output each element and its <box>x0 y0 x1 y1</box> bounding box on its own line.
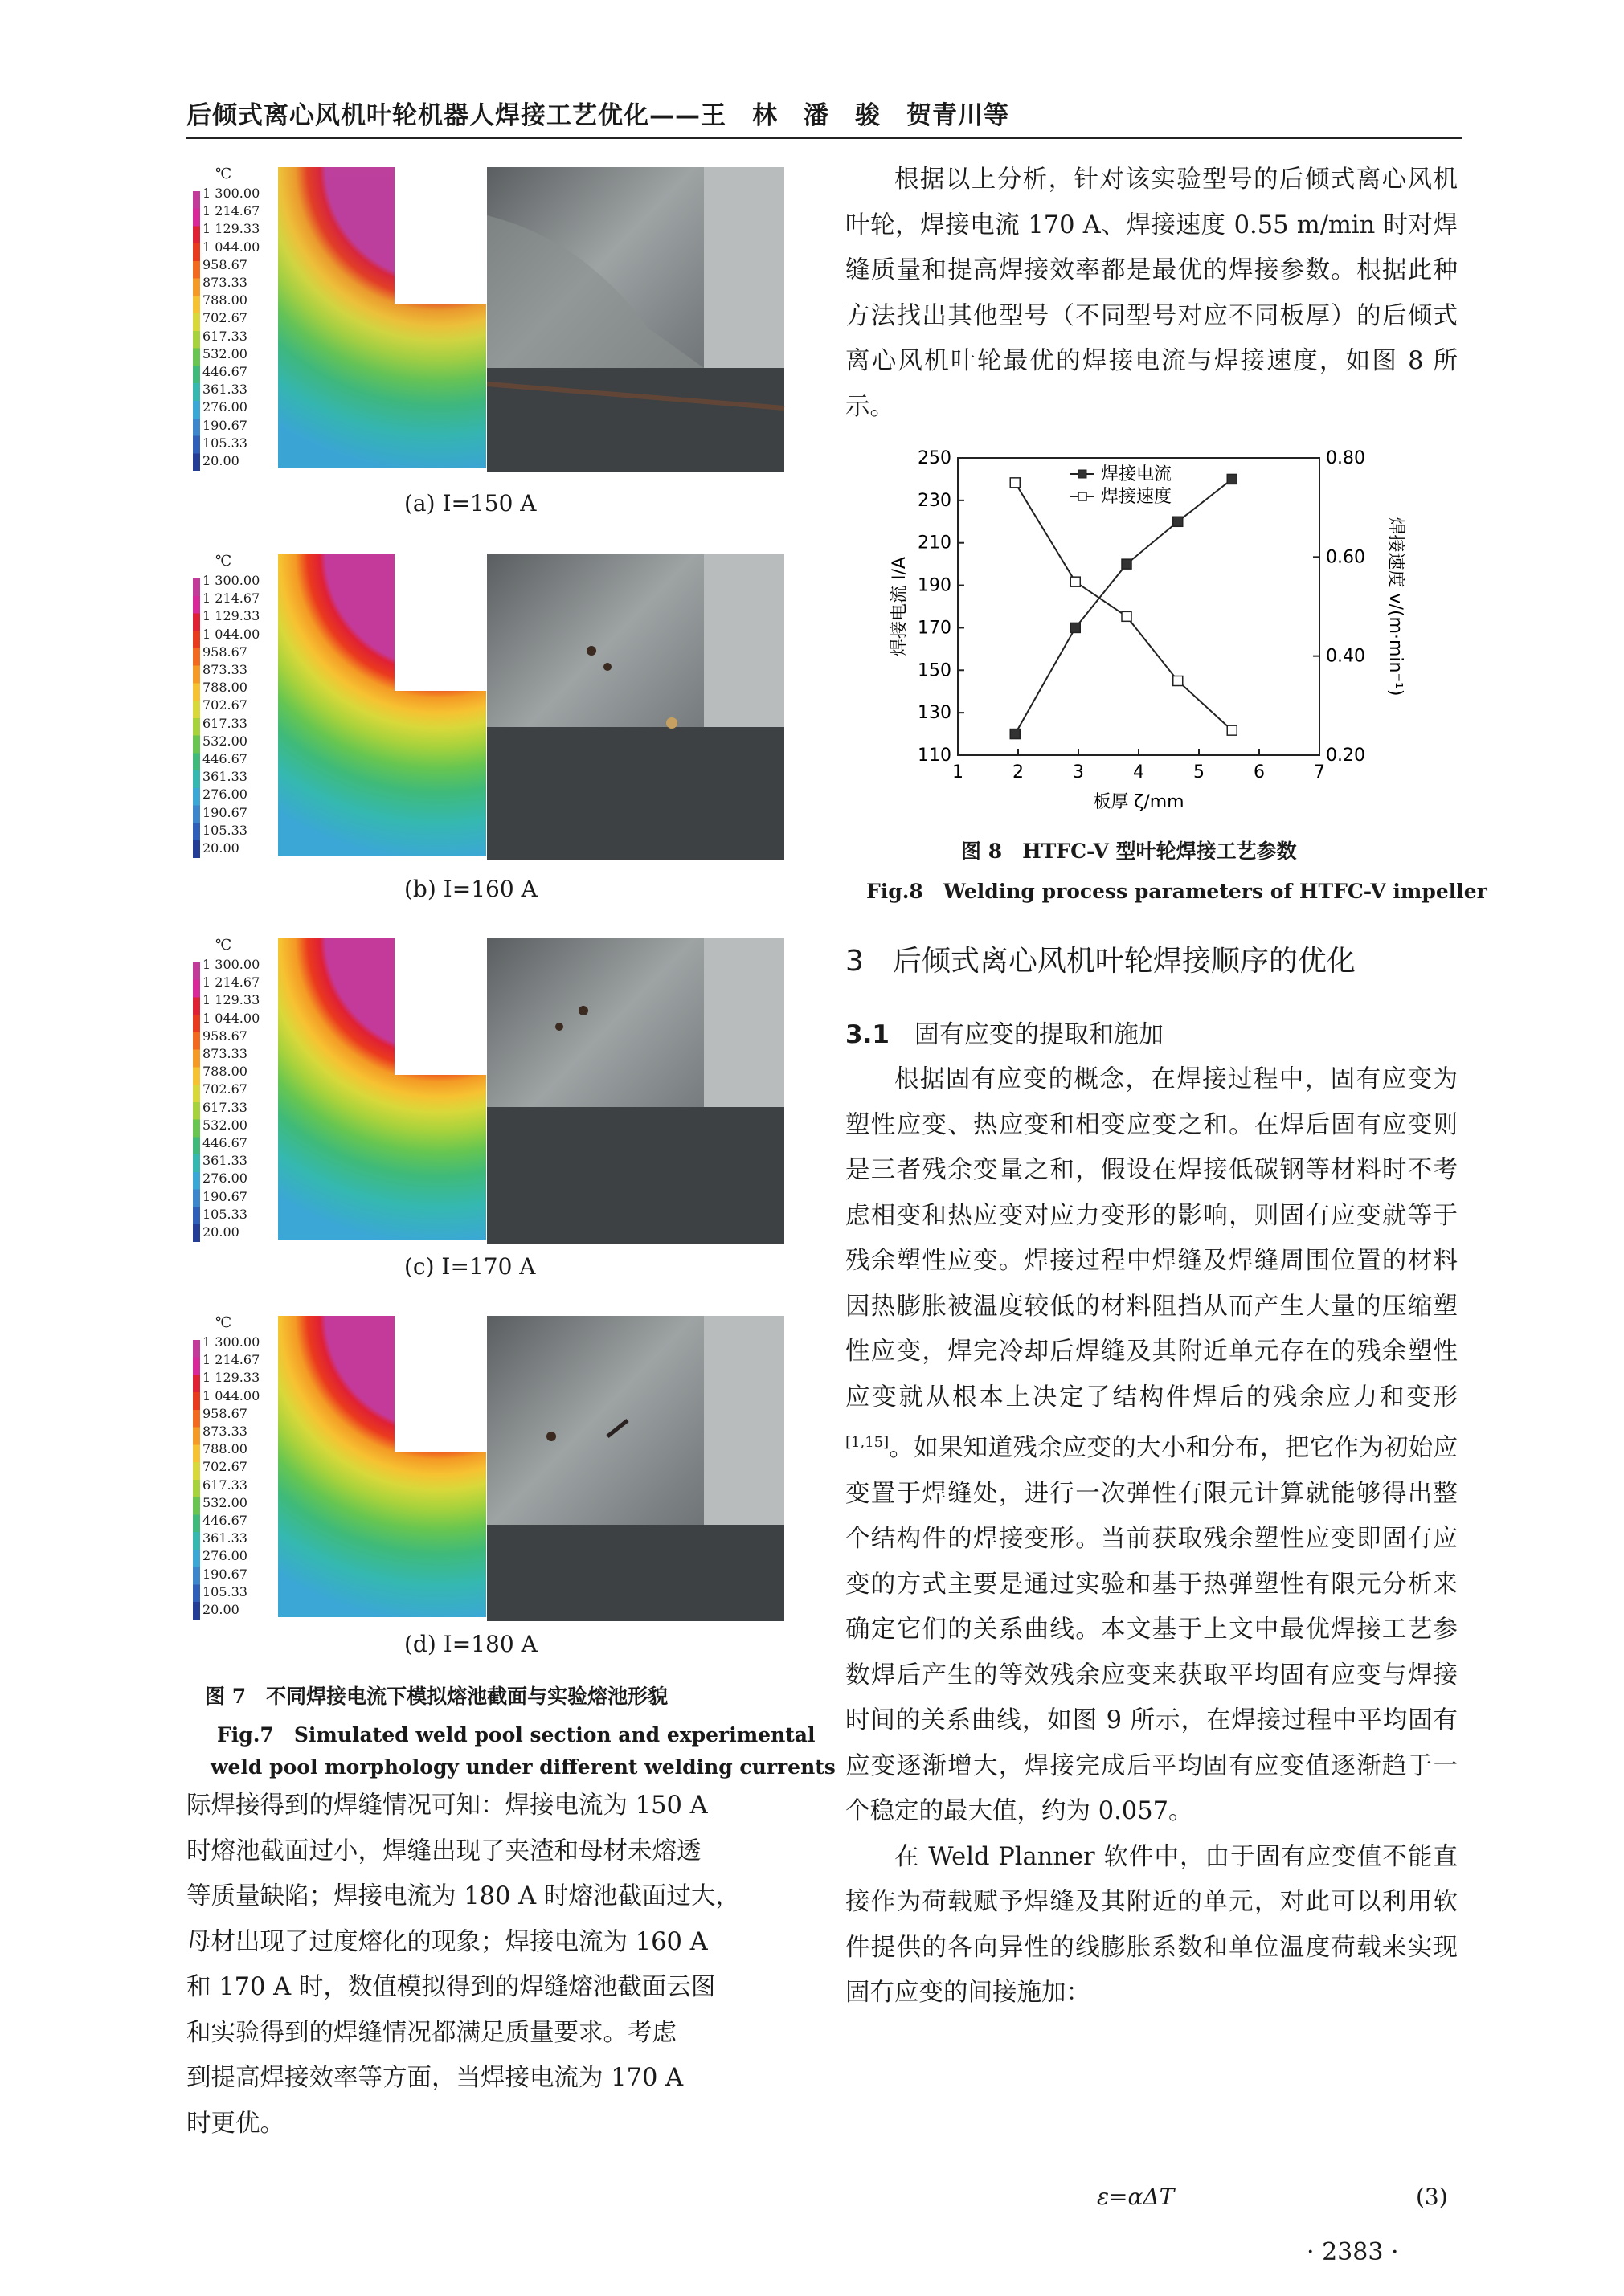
simulated-weld-pool-image <box>278 167 486 468</box>
legend-value: 1 214.67 <box>202 203 260 219</box>
legend-value: 105.33 <box>202 822 247 838</box>
weld-photo <box>487 167 784 472</box>
series-1-point <box>1173 676 1183 686</box>
legend-value: 1 129.33 <box>202 221 260 237</box>
fig7-panel-a <box>191 167 786 480</box>
equation-3: ε=αΔT <box>1097 2184 1175 2210</box>
legend-value: 702.67 <box>202 1081 247 1097</box>
legend-value: 873.33 <box>202 662 247 678</box>
legend-value: 276.00 <box>202 399 247 415</box>
temperature-legend <box>191 554 288 868</box>
y-left-label: 焊接电流 I/A <box>890 557 910 656</box>
legend-value: 20.00 <box>202 1224 239 1240</box>
x-tick-label: 1 <box>952 762 963 782</box>
x-tick-label: 4 <box>1133 762 1144 782</box>
legend-value: 617.33 <box>202 1099 247 1115</box>
legend-value: 190.67 <box>202 804 247 820</box>
legend-unit: ℃ <box>215 553 232 570</box>
legend-value: 873.33 <box>202 1424 247 1440</box>
text-line: 和 170 A 时，数值模拟得到的焊缝熔池截面云图 <box>186 1973 716 2001</box>
x-tick-label: 3 <box>1073 762 1084 782</box>
y-left-tick-label: 230 <box>918 490 951 511</box>
temperature-legend <box>191 167 288 480</box>
y-right-tick-label: 0.80 <box>1326 448 1365 468</box>
legend-value: 873.33 <box>202 275 247 291</box>
series-1-point <box>1227 725 1237 735</box>
x-tick-label: 7 <box>1314 762 1325 782</box>
weld-photo <box>487 1316 784 1621</box>
series-0-point <box>1010 729 1020 739</box>
legend-value: 702.67 <box>202 1459 247 1475</box>
legend-value: 105.33 <box>202 1206 247 1222</box>
series-0-point <box>1122 559 1131 569</box>
legend-label-current: 焊接电流 <box>1101 464 1172 484</box>
legend-colorbar <box>193 191 200 471</box>
legend-value: 20.00 <box>202 453 239 469</box>
legend-value: 1 044.00 <box>202 1010 260 1026</box>
legend-value: 1 129.33 <box>202 1370 260 1386</box>
legend-value: 1 129.33 <box>202 992 260 1008</box>
y-right-tick-label: 0.40 <box>1326 646 1365 667</box>
text-line: 时熔池截面过小，焊缝出现了夹渣和母材未熔透 <box>186 1836 702 1865</box>
temperature-legend <box>191 1316 288 1629</box>
y-left-tick-label: 250 <box>918 448 951 468</box>
legend-value: 1 044.00 <box>202 1387 260 1403</box>
x-tick-label: 6 <box>1254 762 1265 782</box>
simulated-weld-pool-image <box>278 938 486 1240</box>
legend-value: 361.33 <box>202 1153 247 1169</box>
text-line: 时更优。 <box>186 2109 284 2138</box>
text-line: 到提高焊接效率等方面，当焊接电流为 170 A <box>186 2064 684 2092</box>
legend-value: 1 214.67 <box>202 590 260 607</box>
fig7-panel-d <box>191 1316 786 1629</box>
series-1-point <box>1010 478 1020 488</box>
section-3-1-heading <box>845 1014 1164 1050</box>
simulated-weld-pool-image <box>278 1316 486 1617</box>
series-0-point <box>1227 474 1237 484</box>
legend-value: 958.67 <box>202 1027 247 1044</box>
legend-value: 20.00 <box>202 840 239 856</box>
fig7-panel-c <box>191 938 786 1252</box>
legend-value: 1 300.00 <box>202 957 260 972</box>
y-left-tick-label: 150 <box>918 660 951 681</box>
legend-value: 276.00 <box>202 1548 247 1564</box>
section-3-1-number: 3.1 <box>845 1020 890 1049</box>
legend-value: 276.00 <box>202 1170 247 1187</box>
legend-value: 1 300.00 <box>202 1334 260 1350</box>
legend-value: 617.33 <box>202 1477 247 1493</box>
legend-value: 446.67 <box>202 1513 247 1529</box>
series-line-1 <box>1015 483 1232 730</box>
legend-value: 1 214.67 <box>202 974 260 991</box>
x-label: 板厚 ζ/mm <box>1093 792 1184 812</box>
fig7-caption-en-2: weld pool morphology under different welding currents <box>211 1755 836 1779</box>
legend-value: 105.33 <box>202 1583 247 1599</box>
legend-value: 532.00 <box>202 1494 247 1510</box>
x-tick-label: 5 <box>1193 762 1205 782</box>
fig8-caption-en: Fig.8 Welding process parameters of HTFC-V impeller <box>866 880 1487 903</box>
y-left-tick-label: 130 <box>918 703 951 724</box>
equation-number: (3) <box>1416 2184 1448 2210</box>
fig7-panel-b <box>191 554 786 868</box>
series-1-point <box>1122 611 1131 621</box>
chart-legend <box>1070 464 1172 507</box>
simulated-weld-pool-image <box>278 554 486 856</box>
series-line-0 <box>1015 479 1232 733</box>
text-line: 际焊接得到的焊缝情况可知：焊接电流为 150 A <box>186 1791 708 1820</box>
y-left-tick-label: 170 <box>918 618 951 639</box>
y-right-tick-label: 0.60 <box>1326 547 1365 568</box>
legend-value: 702.67 <box>202 310 247 326</box>
legend-values <box>202 1334 260 1619</box>
legend-values <box>202 956 260 1241</box>
legend-value: 532.00 <box>202 1117 247 1133</box>
legend-value: 788.00 <box>202 292 247 308</box>
legend-value: 361.33 <box>202 382 247 398</box>
legend-value: 958.67 <box>202 256 247 272</box>
y-right-label: 焊接速度 v/(m·min⁻¹) <box>1385 517 1405 697</box>
section-3-1-title: 固有应变的提取和施加 <box>914 1020 1164 1049</box>
legend-value: 446.67 <box>202 1135 247 1151</box>
fig7-caption-en-1: Fig.7 Simulated weld pool section and experimental <box>217 1723 816 1747</box>
legend-values <box>202 185 260 470</box>
legend-value: 873.33 <box>202 1046 247 1062</box>
series-0-point <box>1070 623 1080 632</box>
right-intro-paragraph <box>845 157 1458 430</box>
legend-value: 532.00 <box>202 733 247 749</box>
legend-value: 958.67 <box>202 1405 247 1421</box>
legend-colorbar <box>193 1340 200 1620</box>
y-right-tick-label: 0.20 <box>1326 746 1365 766</box>
page-number: · 2383 · <box>1307 2238 1399 2266</box>
legend-value: 1 129.33 <box>202 608 260 624</box>
weld-photo <box>487 938 784 1244</box>
legend-value: 190.67 <box>202 417 247 433</box>
fig7-caption-a: (a) I=150 A <box>404 490 537 517</box>
legend-values <box>202 572 260 857</box>
legend-value: 958.67 <box>202 643 247 660</box>
running-title: 后倾式离心风机叶轮机器人焊接工艺优化——王 林 潘 骏 贺青川等 <box>186 101 1009 130</box>
legend-value: 788.00 <box>202 680 247 696</box>
section-3-1-body <box>845 1057 1458 2016</box>
legend-value: 1 044.00 <box>202 239 260 255</box>
legend-value: 617.33 <box>202 328 247 344</box>
legend-value: 532.00 <box>202 345 247 362</box>
legend-colorbar <box>193 578 200 858</box>
weld-photo <box>487 554 784 860</box>
text-line: 等质量缺陷；焊接电流为 180 A 时熔池截面过大， <box>186 1882 740 1910</box>
legend-value: 20.00 <box>202 1602 239 1618</box>
legend-colorbar <box>193 962 200 1242</box>
legend-value: 1 044.00 <box>202 626 260 642</box>
temperature-legend <box>191 938 288 1252</box>
legend-value: 190.67 <box>202 1188 247 1204</box>
x-tick-label: 2 <box>1012 762 1024 782</box>
legend-value: 788.00 <box>202 1064 247 1080</box>
legend-value: 105.33 <box>202 435 247 451</box>
section-3-heading: 3 后倾式离心风机叶轮焊接顺序的优化 <box>845 945 1356 978</box>
intro-paragraph: 根据以上分析，针对该实验型号的后倾式离心风机叶轮，焊接电流 170 A、焊接速度 0.55 m/min 时对焊缝质量和提高焊接效率都是最优的焊接参数。根据此种方法找出其他型号（不同型号对应不同板厚）的后倾式离心风机叶轮最优的焊接电流与焊接速度，如图 8 所示。 <box>845 165 1458 421</box>
left-column-text <box>186 1783 789 2147</box>
body-paragraph-2: 在 Weld Planner 软件中，由于固有应变值不能直接作为荷载赋予焊缝及其附近的单元，对此可以利用软件提供的各向异性的线膨胀系数和单位温度荷载来实现固有应变的间接施加： <box>845 1842 1458 2008</box>
legend-value: 702.67 <box>202 697 247 713</box>
series-0-point <box>1173 517 1183 526</box>
legend-value: 361.33 <box>202 769 247 785</box>
legend-value: 1 214.67 <box>202 1352 260 1368</box>
fig7-caption-c: (c) I=170 A <box>404 1253 536 1280</box>
legend-value: 788.00 <box>202 1441 247 1457</box>
text-line: 母材出现了过度熔化的现象；焊接电流为 160 A <box>186 1927 708 1956</box>
citation: [1,15] <box>845 1434 890 1451</box>
legend-value: 446.67 <box>202 751 247 767</box>
fig7-caption-d: (d) I=180 A <box>404 1631 538 1657</box>
legend-value: 276.00 <box>202 786 247 803</box>
legend-value: 361.33 <box>202 1530 247 1546</box>
fig8-chart <box>884 448 1405 819</box>
legend-unit: ℃ <box>215 1314 232 1331</box>
y-left-tick-label: 190 <box>918 575 951 596</box>
y-left-tick-label: 110 <box>918 746 951 766</box>
body-paragraph-1: 根据固有应变的概念，在焊接过程中，固有应变为塑性应变、热应变和相变应变之和。在焊后固有应变则是三者残余变量之和，假设在焊接低碳钢等材料时不考虑相变和热应变对应力变形的影响，则固有应变就等于残余塑性应变。焊接过程中焊缝及焊缝周围位置的材料因热膨胀被温度较低的材料阻挡从而产生大量的压缩塑性应变，焊完冷却后焊缝及其附近单元存在的残余塑性应变就从根本上决定了结构件焊后的残余应力和变形[1,15]。如果知道残余应变的大小和分布，把它作为初始应变置于焊缝处，进行一次弹性有限元计算就能够得出整个结构件的焊接变形。当前获取残余塑性应变即固有应变的方式主要是通过实验和基于热弹塑性有限元分析来确定它们的关系曲线。本文基于上文中最优焊接工艺参数焊后产生的等效残余应变来获取平均固有应变与焊接时间的关系曲线，如图 9 所示，在焊接过程中平均固有应变逐渐增大，焊接完成后平均固有应变值逐渐趋于一个稳定的最大值，约为 0.057。 <box>845 1065 1458 1826</box>
series-1-point <box>1070 577 1080 586</box>
fig8-caption-cn: 图 8 HTFC-V 型叶轮焊接工艺参数 <box>961 840 1297 863</box>
fig7-caption-b: (b) I=160 A <box>404 876 538 902</box>
y-left-tick-label: 210 <box>918 533 951 554</box>
text-line: 和实验得到的焊缝情况都满足质量要求。考虑 <box>186 2018 677 2047</box>
legend-value: 1 300.00 <box>202 573 260 588</box>
legend-value: 190.67 <box>202 1566 247 1582</box>
fig7-caption-cn: 图 7 不同焊接电流下模拟熔池截面与实验熔池形貌 <box>205 1685 669 1708</box>
legend-unit: ℃ <box>215 165 232 182</box>
legend-unit: ℃ <box>215 937 232 954</box>
legend-value: 617.33 <box>202 715 247 731</box>
legend-value: 446.67 <box>202 364 247 380</box>
header-rule <box>186 137 1462 139</box>
legend-value: 1 300.00 <box>202 186 260 201</box>
legend-label-speed: 焊接速度 <box>1101 487 1172 507</box>
